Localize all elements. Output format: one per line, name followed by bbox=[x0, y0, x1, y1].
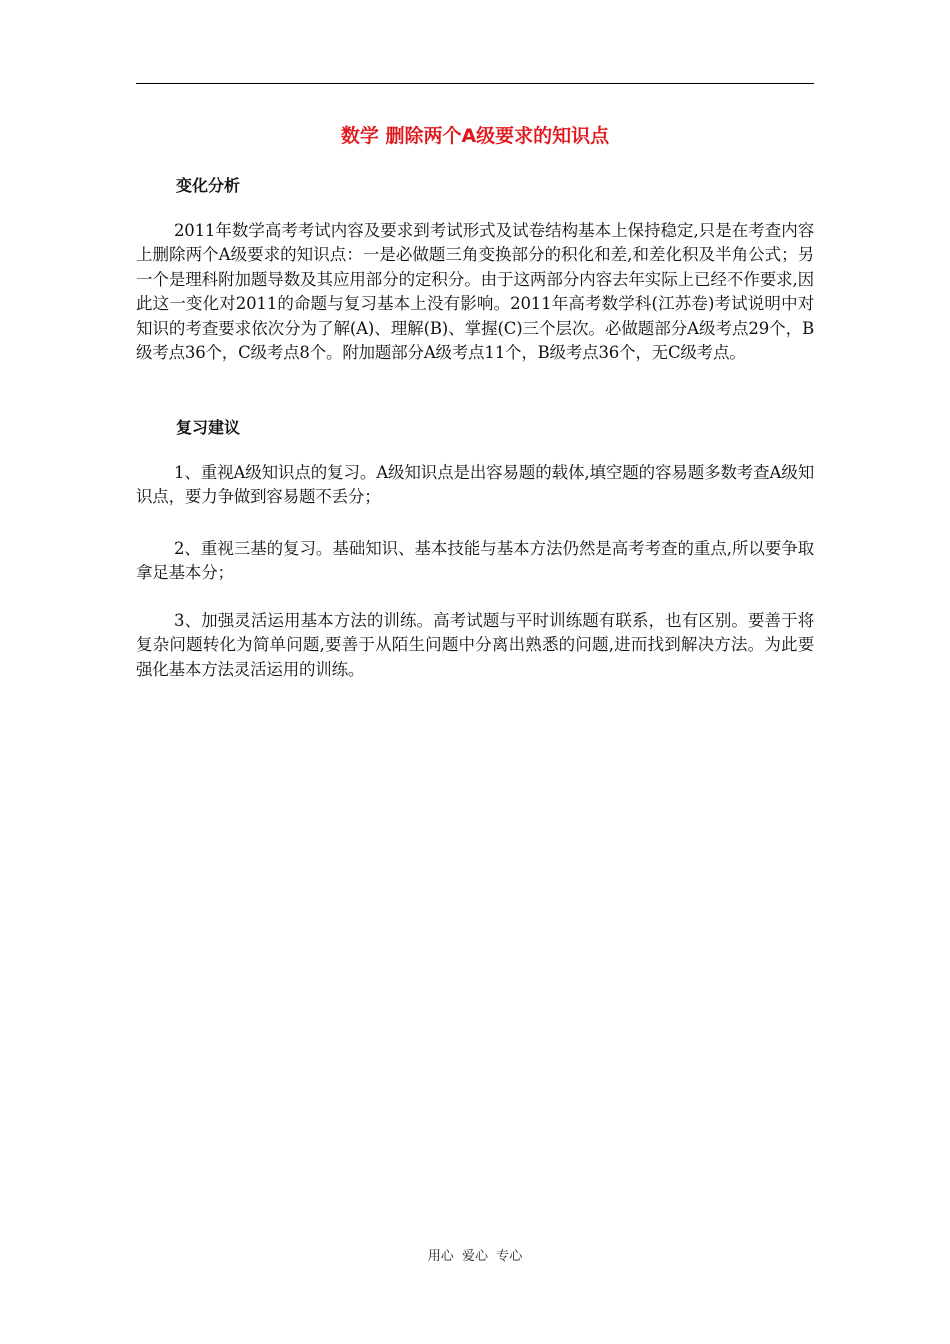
paragraph-advice-1: 1、重视A级知识点的复习。A级知识点是出容易题的载体,填空题的容易题多数考查A级知识点，要力争做到容易题不丢分； bbox=[136, 463, 814, 507]
section-heading-review-advice: 复习建议 bbox=[176, 418, 241, 437]
section-heading-change-analysis: 变化分析 bbox=[176, 176, 241, 195]
header-rule bbox=[136, 83, 814, 84]
page-footer: 用心 爱心 专心 bbox=[427, 1249, 523, 1264]
paragraph-change-analysis: 2011年数学高考考试内容及要求到考试形式及试卷结构基本上保持稳定,只是在考查内容上删除两个A级要求的知识点：一是必做题三角变换部分的积化和差,和差化积及半角公式；另一个是理科附加题导数及其应用部分的定积分。由于这两部分内容去年实际上已经不作要求,因此这一变化对2011的命题与复习基本上没有影响。2011年高考数学科(江苏卷)考试说明中对知识的考查要求依次分为了解(A)、理解(B)、掌握(C)三个层次。必做题部分A级考点29个，B级考点36个，C级考点8个。附加题部分A级考点11个，B级考点36个，无C级考点。 bbox=[136, 221, 814, 363]
document-title: 数学 删除两个A级要求的知识点 bbox=[340, 125, 610, 147]
paragraph-advice-2: 2、重视三基的复习。基础知识、基本技能与基本方法仍然是高考考查的重点,所以要争取拿足基本分； bbox=[136, 539, 814, 583]
paragraph-advice-3: 3、加强灵活运用基本方法的训练。高考试题与平时训练题有联系，也有区别。要善于将复杂问题转化为简单问题,要善于从陌生问题中分离出熟悉的问题,进而找到解决方法。为此要强化基本方法灵活运用的训练。 bbox=[136, 611, 814, 679]
